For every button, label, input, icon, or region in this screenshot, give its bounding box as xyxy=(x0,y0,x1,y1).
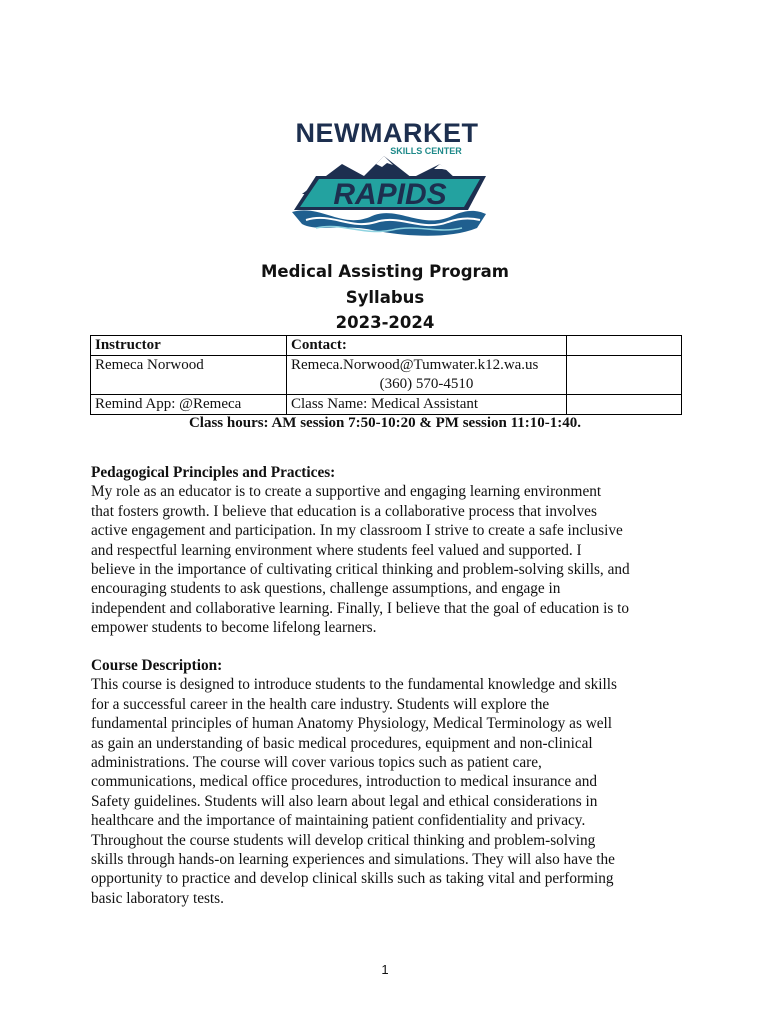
empty-cell xyxy=(567,395,682,415)
instructor-name: Remeca Norwood xyxy=(91,356,287,395)
contact-label: Contact: xyxy=(287,336,567,356)
course-description-section xyxy=(91,656,691,908)
paragraph-line: for a successful career in the health care industry. Students will explore the xyxy=(91,695,550,713)
paragraph-line: opportunity to practice and develop clinical skills such as taking vital and performing xyxy=(91,870,614,888)
paragraph-line: believe in the importance of cultivating critical thinking and problem-solving skills, and xyxy=(91,561,630,579)
paragraph-line: and respectful learning environment where students feel valued and supported. I xyxy=(91,541,582,559)
paragraph-line: Safety guidelines. Students will also learn about legal and ethical considerations in xyxy=(91,792,598,810)
table-row xyxy=(91,356,682,395)
paragraph-line: healthcare and the importance of maintaining patient confidentiality and privacy. xyxy=(91,812,586,830)
table-row xyxy=(91,395,682,415)
instructor-phone: (360) 570-4510 xyxy=(379,376,474,392)
pedagogy-heading: Pedagogical Principles and Practices: xyxy=(91,464,336,481)
paragraph-line: My role as an educator is to create a supportive and engaging learning environment xyxy=(91,483,602,501)
paragraph-line: Throughout the course students will develop critical thinking and problem-solving xyxy=(91,831,596,849)
class-hours: Class hours: AM session 7:50-10:20 & PM session 11:10-1:40. xyxy=(188,415,582,431)
table-row xyxy=(91,336,682,356)
class-name: Class Name: Medical Assistant xyxy=(287,395,567,415)
page-number: 1 xyxy=(381,962,389,977)
logo-brand-text: NEWMARKET xyxy=(295,118,479,148)
logo-subtitle-text: SKILLS CENTER xyxy=(390,146,462,156)
syllabus-title: Syllabus xyxy=(345,288,425,307)
paragraph-line: as gain an understanding of basic medical procedures, equipment and non-clinical xyxy=(91,734,593,752)
paragraph-line: skills through hands-on learning experiences and simulations. They will also have the xyxy=(91,851,615,869)
remind-app: Remind App: @Remeca xyxy=(91,395,287,415)
paragraph-line: encouraging students to ask questions, challenge assumptions, and engage in xyxy=(91,580,561,598)
paragraph-line: empower students to become lifelong learners. xyxy=(91,619,377,637)
empty-cell xyxy=(567,356,682,395)
paragraph-line: This course is designed to introduce students to the fundamental knowledge and skills xyxy=(91,676,617,694)
instructor-info-table xyxy=(90,335,682,415)
paragraph-line: basic laboratory tests. xyxy=(91,889,224,907)
paragraph-line: that fosters growth. I believe that education is a collaborative process that involves xyxy=(91,502,597,520)
paragraph-line: fundamental principles of human Anatomy Physiology, Medical Terminology as well xyxy=(91,715,613,733)
paragraph-line: independent and collaborative learning. Finally, I believe that the goal of education is to xyxy=(91,599,630,617)
logo-mascot-text: RAPIDS xyxy=(333,178,447,211)
school-year: 2023-2024 xyxy=(335,313,435,332)
instructor-label: Instructor xyxy=(91,336,287,356)
paragraph-line: administrations. The course will cover various topics such as patient care, xyxy=(91,754,542,772)
course-description-heading: Course Description: xyxy=(91,657,223,674)
paragraph-line: active engagement and participation. In my classroom I strive to create a safe inclusive xyxy=(91,522,623,540)
newmarket-rapids-logo xyxy=(272,112,502,244)
empty-cell xyxy=(567,336,682,356)
program-title: Medical Assisting Program xyxy=(261,262,509,281)
contact-cell xyxy=(287,356,567,395)
paragraph-line: communications, medical office procedures, introduction to medical insurance and xyxy=(91,773,598,791)
pedagogy-section xyxy=(91,463,691,638)
instructor-email[interactable]: Remeca.Norwood@Tumwater.k12.wa.us xyxy=(291,357,539,373)
logo-wave-shape xyxy=(292,210,486,235)
